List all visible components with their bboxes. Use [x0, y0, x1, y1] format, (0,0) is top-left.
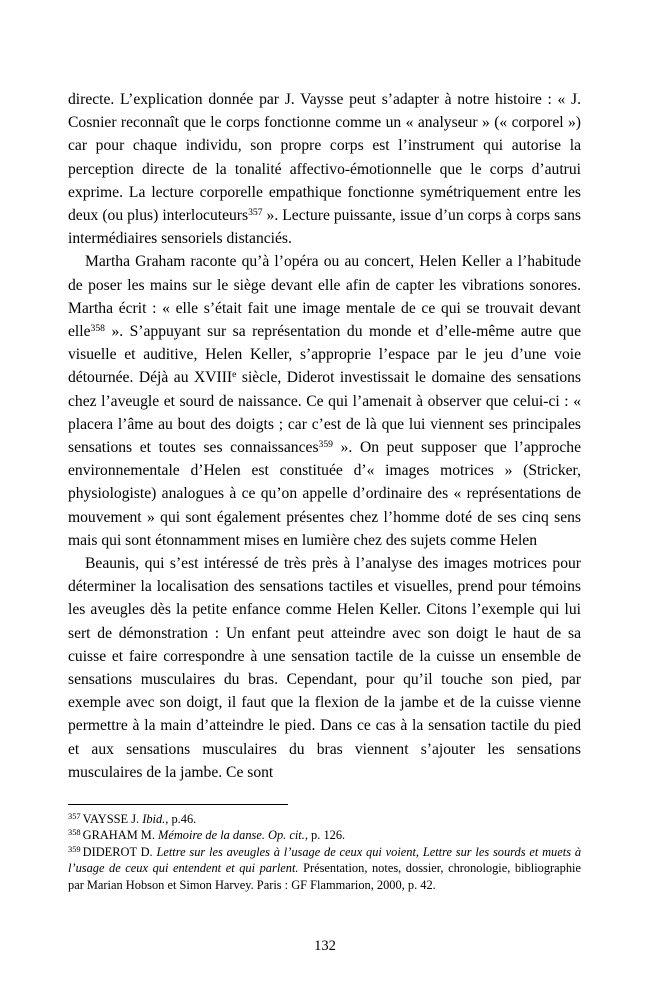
page-number: 132 — [314, 938, 336, 954]
para-beaunis: Beaunis, qui s’est intéressé de très près à l’analyse des images motrices pour déterminer la localisation des sensations tactiles et visuelles, prend pour témoins les aveugles dès la petite enfance comme Helen Keller. Citons l’exemple qui lui sert de démonstration : Un enfant peut atteindre avec son doigt le haut de sa cuisse et faire correspondre à une sensation tactile de la cuisse un ensemble de sensations musculaires du bras. Cependant, pour qu’il touche son pied, par exemple avec son doigt, il faut que la flexion de la jambe et de la cuisse vienne permettre à la main d’atteindre le pied. Dans ce cas à la sensation tactile du pied et aux sensations musculaires du bras viennent s’ajouter les sensations musculaires de la jambe. Ce sont — [68, 555, 581, 781]
body-text-block — [68, 88, 581, 784]
footnote-358: $^{358}$ GRAHAM M. Mémoire de la danse. Op. cit., p. 126. — [68, 827, 346, 843]
footnote-marker-359[interactable]: 359 — [68, 843, 81, 854]
footnote-marker-357[interactable]: 357 — [68, 810, 81, 821]
footnote-reference-357[interactable]: 357 — [248, 207, 263, 218]
footnote-area — [68, 804, 581, 893]
cited-title: Mémoire de la danse. Op. cit. — [158, 828, 305, 843]
footnote-reference-358[interactable]: 358 — [90, 323, 105, 335]
footnote-separator-rule — [68, 804, 288, 805]
ordinal-suffix: e — [232, 369, 237, 381]
footnote-list — [68, 811, 581, 893]
footnote-357: $^{357}$ VAYSSE J. Ibid., p.46. — [68, 810, 197, 826]
cited-title: Lettre sur les aveugles à l’usage de ceux qui voient, Lettre sur les sourds et muets à l’usage de ceux qui entendent et qui parlent. — [68, 844, 582, 876]
footnote-359: $^{359}$ DIDEROT D. Lettre sur les aveugles à l’usage de ceux qui voient, Lettre sur les sourds et muets à l’usage de ceux qui entendent et qui parlent. Présentation, notes, dossier, chronologie, bibliographie par Marian Hobson et Simon Harvey. Paris : GF Flammarion, 2000, p. 42. — [68, 843, 582, 892]
para-vaysse-cosnier: directe. L’explication donnée par J. Vaysse peut s’adapter à notre histoire : « J. Cosnier reconnaît que le corps fonctionne comme un « analyseur » (« corporel ») car pour chaque individu, son propre corps est l’instrument qui autorise la perception directe de la tonalité affectivo-émotionnelle que le corps d’autrui exprime. La lecture corporelle empathique fonctionne symétriquement entre les deux (ou plus) interlocuteurs$^{357}$ ». Lecture puissante, issue d’un corps à corps sans intermédiaires sensoriels distanciés. — [68, 91, 581, 248]
footnote-marker-358[interactable]: 358 — [68, 827, 81, 838]
cited-title: Ibid. — [142, 812, 166, 826]
footnote-reference-359[interactable]: 359 — [318, 439, 333, 451]
para-martha-graham: Martha Graham raconte qu’à l’opéra ou au concert, Helen Keller a l’habitude de poser les mains sur le siège devant elle afin de capter les vibrations sonores. Martha écrit : « elle s’était fait une image mentale de ce qui se trouvait devant elle$^{358}$ ». S’appuyant sur sa représentation du monde et d’elle-même autre que visuelle et auditive, Helen Keller, s’approprie l’espace par le jeu d’une voie détournée. Déjà au XVIIIe siècle, Diderot investissait le domaine des sensations chez l’aveugle et sourd de naissance. Ce qui l’amenait à observer que celui-ci : « placera l’âme au bout des doigts ; car c’est de là que lui viennent ses principales sensations et toutes ses connaissances$^{359}$ ». On peut supposer que l’approche environnementale d’Helen est constituée d’« images motrices » (Stricker, physiologiste) analogues à ce qu’on appelle d’ordinaire des « représentations de mouvement » qui sont également présentes chez l’homme doté de ses cinq sens mais qui sont étonnamment mises en lumière chez des sujets comme Helen — [68, 253, 582, 549]
